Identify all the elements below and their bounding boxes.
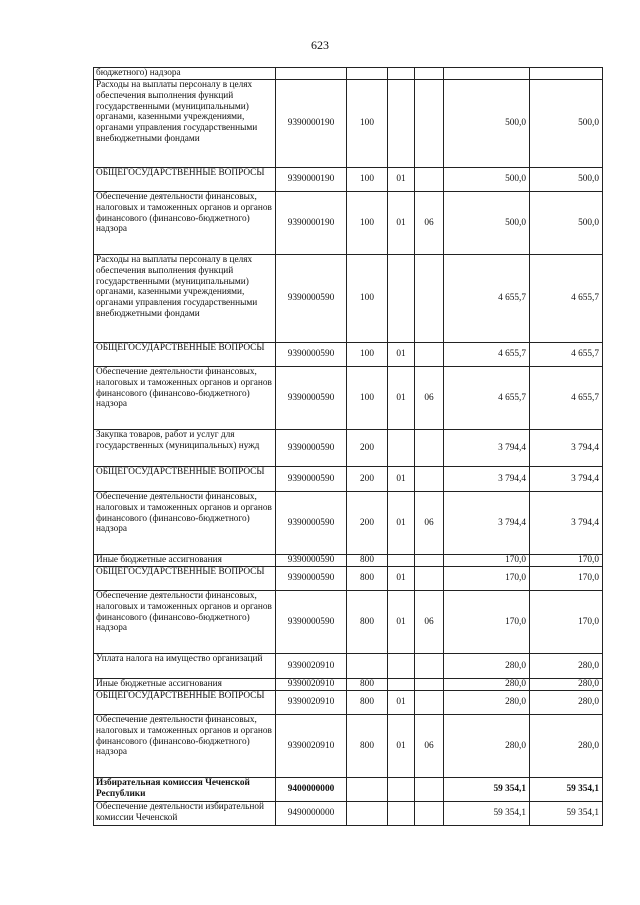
subsection-cell: 06 [415,192,444,255]
table-row [94,567,603,591]
amount-year1-cell: 280,0 [444,715,530,778]
amount-year1-cell: 280,0 [444,691,530,715]
subsection-cell: 06 [415,715,444,778]
section-cell [388,802,415,826]
target-code-cell: 9390000590 [276,255,347,343]
amount-year2-cell: 3 794,4 [530,492,603,555]
table-body [94,68,603,826]
expense-type-cell [347,68,388,80]
amount-year2-cell: 280,0 [530,715,603,778]
target-code-cell: 9490000000 [276,802,347,826]
table-row [94,555,603,567]
amount-year2-cell: 59 354,1 [530,802,603,826]
row-name-cell: Обеспечение деятельности финансовых, налоговых и таможенных органов и органов финансового (финансово-бюджетного) надзора [94,591,276,654]
amount-year2-cell: 3 794,4 [530,430,603,467]
amount-year1-cell: 4 655,7 [444,367,530,430]
row-name-cell: ОБЩЕГОСУДАРСТВЕННЫЕ ВОПРОСЫ [94,343,276,367]
target-code-cell: 9390020910 [276,715,347,778]
amount-year2-cell: 4 655,7 [530,343,603,367]
target-code-cell: 9390000590 [276,591,347,654]
amount-year2-cell: 280,0 [530,691,603,715]
row-name-cell: ОБЩЕГОСУДАРСТВЕННЫЕ ВОПРОСЫ [94,467,276,492]
target-code-cell: 9390000590 [276,555,347,567]
amount-year2-cell: 59 354,1 [530,778,603,802]
amount-year2-cell: 280,0 [530,654,603,679]
subsection-cell [415,255,444,343]
amount-year1-cell [444,68,530,80]
subsection-cell [415,80,444,168]
table-row [94,430,603,467]
table-row [94,343,603,367]
section-cell: 01 [388,168,415,192]
amount-year2-cell [530,68,603,80]
row-name-cell: Закупка товаров, работ и услуг для государственных (муниципальных) нужд [94,430,276,467]
target-code-cell: 9390000590 [276,492,347,555]
subsection-cell [415,679,444,691]
amount-year1-cell: 280,0 [444,679,530,691]
target-code-cell: 9390020910 [276,691,347,715]
table-row [94,691,603,715]
amount-year2-cell: 170,0 [530,591,603,654]
expense-type-cell: 800 [347,691,388,715]
table-row [94,255,603,343]
amount-year2-cell: 280,0 [530,679,603,691]
amount-year2-cell: 170,0 [530,555,603,567]
target-code-cell: 9390000190 [276,168,347,192]
section-cell: 01 [388,192,415,255]
expense-type-cell: 800 [347,715,388,778]
expense-type-cell: 100 [347,192,388,255]
table-row [94,715,603,778]
table-row [94,492,603,555]
section-cell: 01 [388,467,415,492]
expense-type-cell: 800 [347,591,388,654]
target-code-cell: 9390020910 [276,679,347,691]
target-code-cell: 9390000590 [276,343,347,367]
section-cell: 01 [388,343,415,367]
target-code-cell: 9390020910 [276,654,347,679]
amount-year1-cell: 3 794,4 [444,467,530,492]
section-cell [388,555,415,567]
table-row [94,591,603,654]
section-cell: 01 [388,691,415,715]
table-row [94,80,603,168]
subsection-cell [415,467,444,492]
subsection-cell [415,691,444,715]
section-cell [388,68,415,80]
amount-year2-cell: 3 794,4 [530,467,603,492]
section-cell: 01 [388,367,415,430]
expense-type-cell [347,654,388,679]
subsection-cell [415,68,444,80]
row-name-cell: ОБЩЕГОСУДАРСТВЕННЫЕ ВОПРОСЫ [94,691,276,715]
row-name-cell: Обеспечение деятельности финансовых, налоговых и таможенных органов и органов финансового (финансово-бюджетного) надзора [94,367,276,430]
section-cell: 01 [388,591,415,654]
expense-type-cell: 100 [347,168,388,192]
table-row [94,68,603,80]
amount-year1-cell: 3 794,4 [444,492,530,555]
target-code-cell: 9390000190 [276,192,347,255]
amount-year1-cell: 59 354,1 [444,802,530,826]
amount-year1-cell: 3 794,4 [444,430,530,467]
section-cell: 01 [388,492,415,555]
expense-type-cell: 800 [347,555,388,567]
table-row [94,679,603,691]
row-name-cell: Обеспечение деятельности финансовых, налоговых и таможенных органов и органов финансового (финансово-бюджетного) надзора [94,492,276,555]
amount-year1-cell: 170,0 [444,567,530,591]
row-name-cell: Обеспечение деятельности финансовых, налоговых и таможенных органов и органов финансового (финансово-бюджетного) надзора [94,192,276,255]
expense-type-cell [347,802,388,826]
amount-year2-cell: 4 655,7 [530,367,603,430]
expense-type-cell: 800 [347,679,388,691]
section-cell [388,80,415,168]
subsection-cell: 06 [415,591,444,654]
expense-type-cell: 800 [347,567,388,591]
amount-year1-cell: 500,0 [444,80,530,168]
target-code-cell: 9400000000 [276,778,347,802]
amount-year2-cell: 170,0 [530,567,603,591]
table-row [94,168,603,192]
amount-year1-cell: 59 354,1 [444,778,530,802]
target-code-cell: 9390000590 [276,567,347,591]
table-row [94,467,603,492]
row-name-cell: ОБЩЕГОСУДАРСТВЕННЫЕ ВОПРОСЫ [94,567,276,591]
amount-year1-cell: 170,0 [444,591,530,654]
expense-type-cell: 100 [347,80,388,168]
budget-table [93,67,603,826]
subsection-cell [415,168,444,192]
amount-year1-cell: 4 655,7 [444,255,530,343]
amount-year2-cell: 4 655,7 [530,255,603,343]
subsection-cell [415,430,444,467]
expense-type-cell: 100 [347,367,388,430]
subsection-cell: 06 [415,492,444,555]
section-cell [388,255,415,343]
section-cell [388,778,415,802]
page-number: 623 [311,38,329,52]
expense-type-cell: 200 [347,492,388,555]
amount-year2-cell: 500,0 [530,192,603,255]
amount-year1-cell: 170,0 [444,555,530,567]
section-cell: 01 [388,567,415,591]
row-name-cell: Расходы на выплаты персоналу в целях обеспечения выполнения функций государственными (муниципальными) органами, казенными учреждениями, органами управления государственными внебюджетными фондами [94,80,276,168]
target-code-cell: 9390000590 [276,467,347,492]
subsection-cell [415,654,444,679]
section-cell [388,430,415,467]
table-row [94,367,603,430]
expense-type-cell: 200 [347,430,388,467]
target-code-cell: 9390000590 [276,367,347,430]
target-code-cell: 9390000590 [276,430,347,467]
target-code-cell [276,68,347,80]
row-name-cell: Уплата налога на имущество организаций [94,654,276,679]
row-name-cell: Обеспечение деятельности избирательной комиссии Чеченской [94,802,276,826]
table-row [94,192,603,255]
row-name-cell: Расходы на выплаты персоналу в целях обеспечения выполнения функций государственными (муниципальными) органами, казенными учреждениями, органами управления государственными внебюджетными фондами [94,255,276,343]
section-cell [388,654,415,679]
target-code-cell: 9390000190 [276,80,347,168]
row-name-cell: ОБЩЕГОСУДАРСТВЕННЫЕ ВОПРОСЫ [94,168,276,192]
section-cell [388,679,415,691]
amount-year1-cell: 500,0 [444,168,530,192]
expense-type-cell: 100 [347,255,388,343]
amount-year1-cell: 280,0 [444,654,530,679]
subsection-cell [415,802,444,826]
subsection-cell [415,778,444,802]
expense-type-cell: 200 [347,467,388,492]
amount-year1-cell: 4 655,7 [444,343,530,367]
row-name-cell: Иные бюджетные ассигнования [94,679,276,691]
subsection-cell [415,567,444,591]
subsection-cell [415,555,444,567]
amount-year2-cell: 500,0 [530,168,603,192]
table-row [94,654,603,679]
table-row [94,802,603,826]
amount-year1-cell: 500,0 [444,192,530,255]
row-name-cell: Избирательная комиссия Чеченской Республики [94,778,276,802]
expense-type-cell [347,778,388,802]
amount-year2-cell: 500,0 [530,80,603,168]
subsection-cell: 06 [415,367,444,430]
row-name-cell: Обеспечение деятельности финансовых, налоговых и таможенных органов и органов финансового (финансово-бюджетного) надзора [94,715,276,778]
section-cell: 01 [388,715,415,778]
row-name-cell: бюджетного) надзора [94,68,276,80]
row-name-cell: Иные бюджетные ассигнования [94,555,276,567]
subsection-cell [415,343,444,367]
table-row [94,778,603,802]
expense-type-cell: 100 [347,343,388,367]
